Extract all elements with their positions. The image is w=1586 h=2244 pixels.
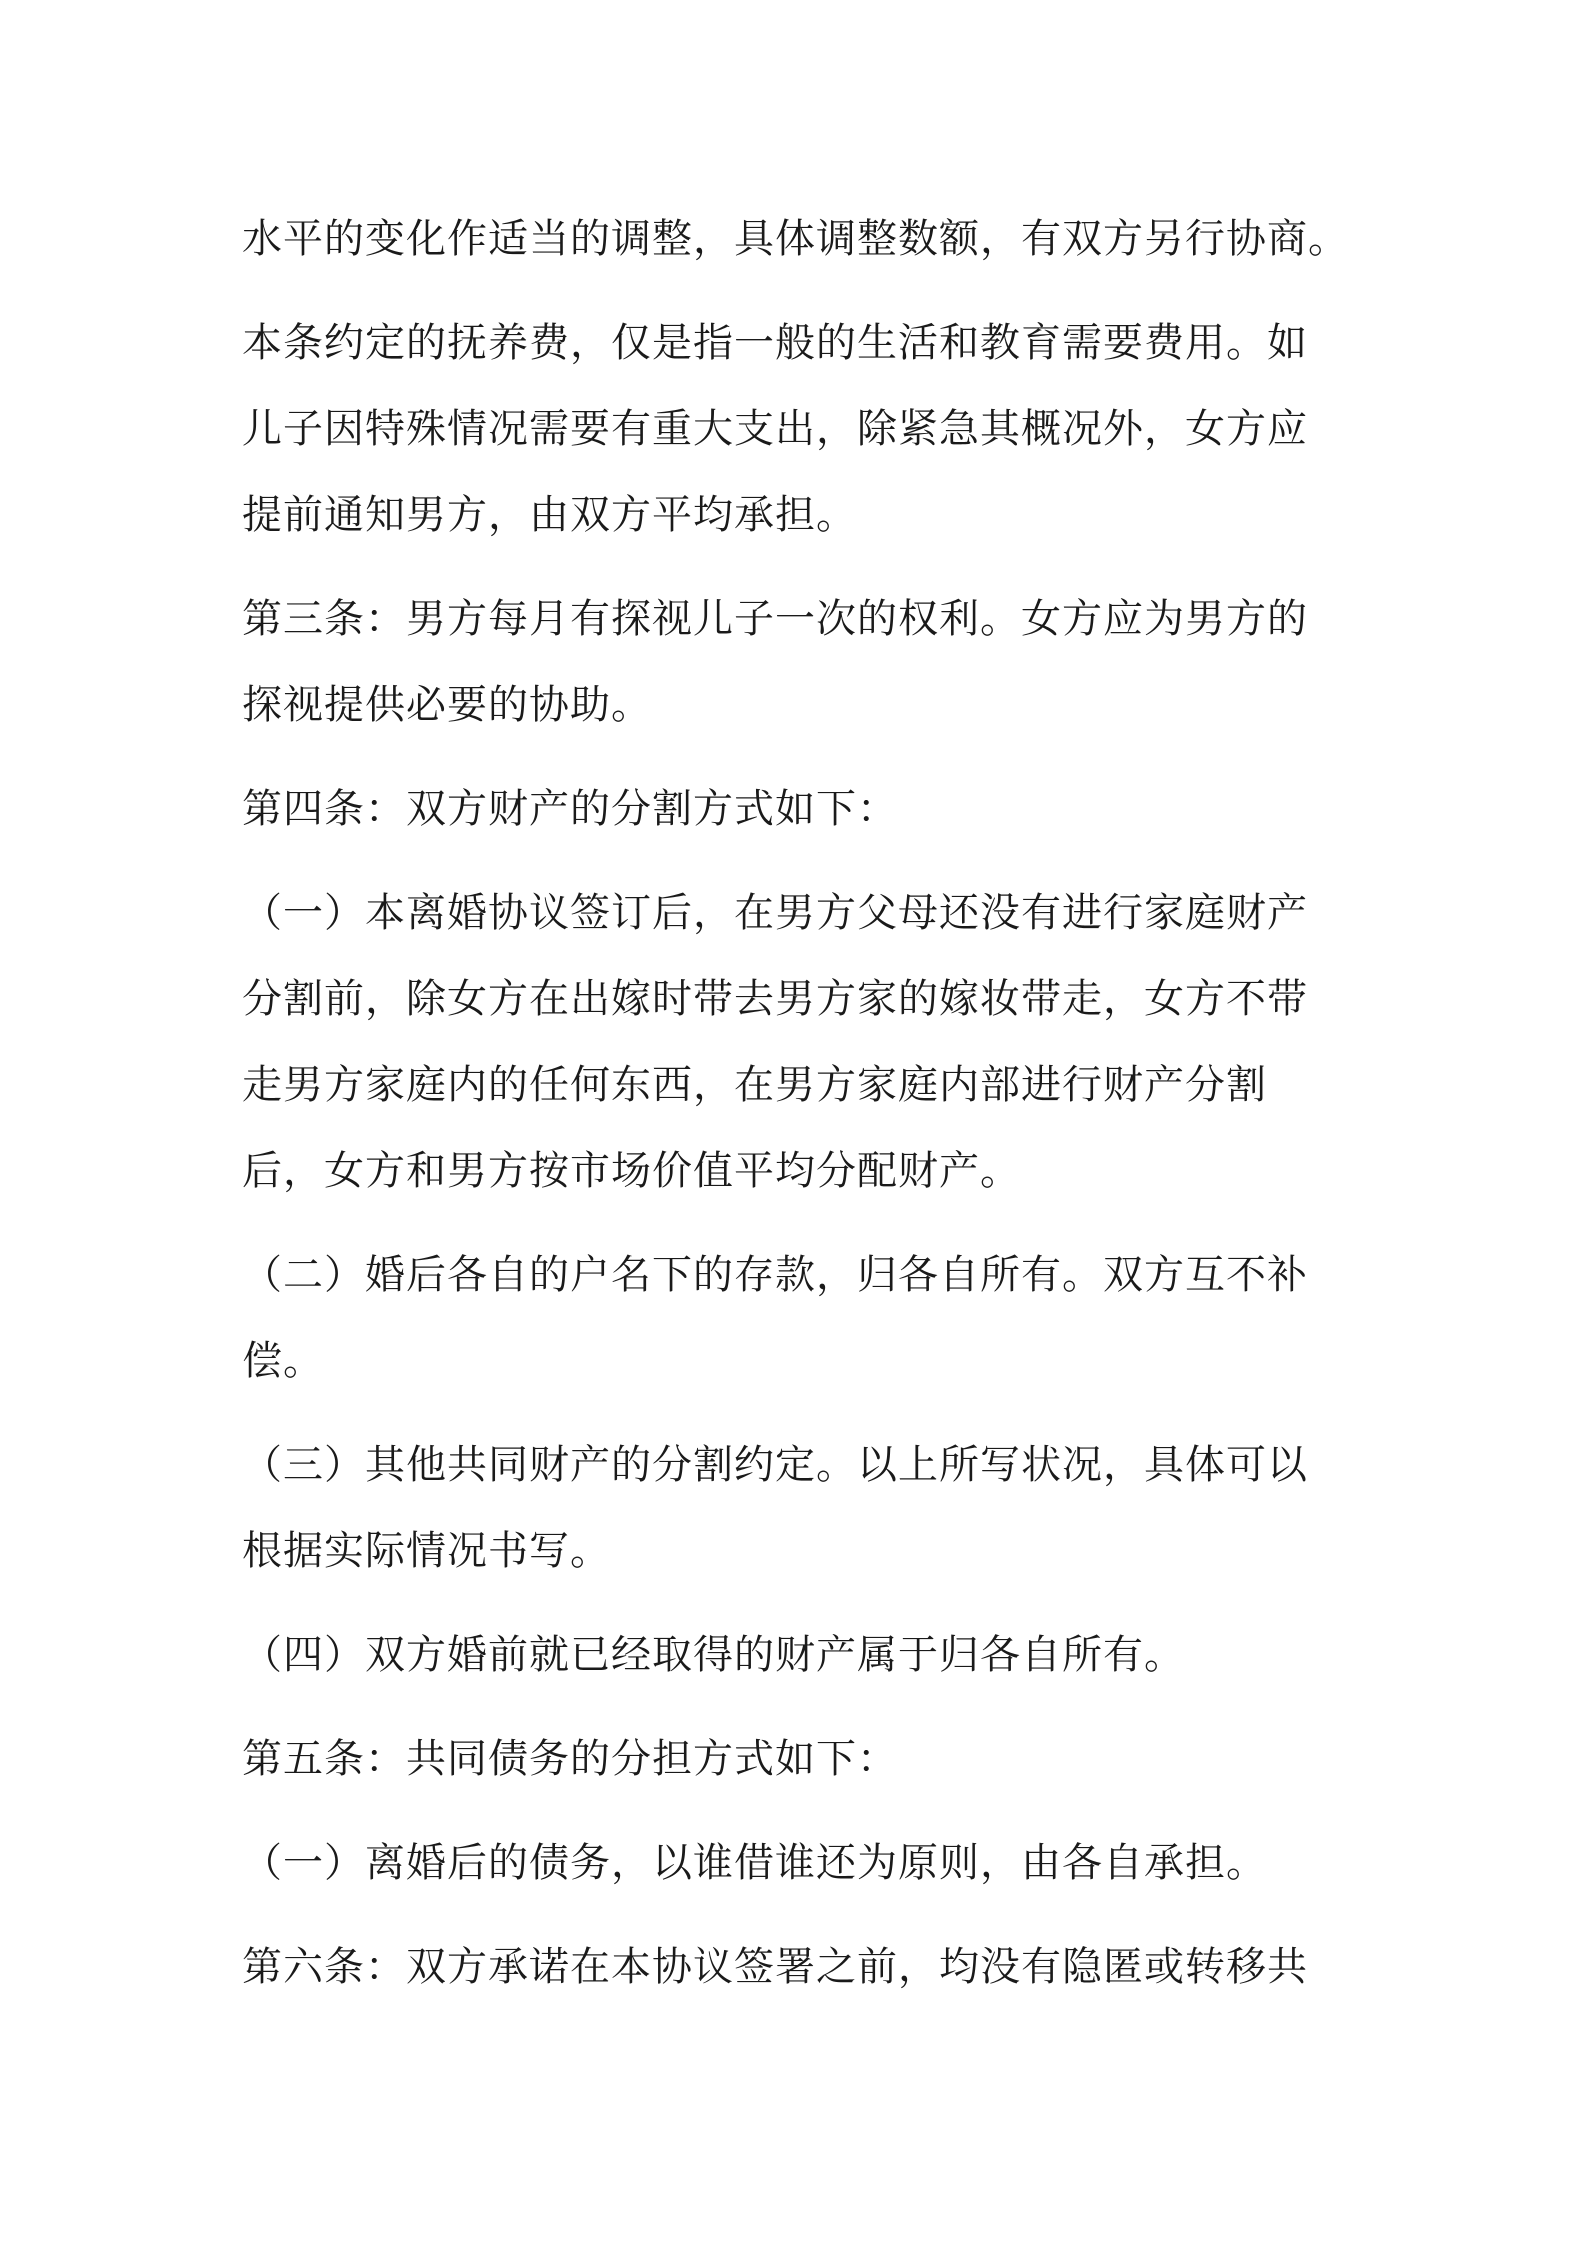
text-line: 后，女方和男方按市场价值平均分配财产。	[242, 1148, 1021, 1194]
text-line: （二）婚后各自的户名下的存款，归各自所有。双方互不补	[242, 1252, 1308, 1298]
paragraph-article-3	[242, 576, 1362, 748]
text-line: 第四条：双方财产的分割方式如下：	[242, 786, 898, 832]
document-body	[242, 196, 1362, 2028]
text-line: 儿子因特殊情况需要有重大支出，除紧急其概况外，女方应	[242, 406, 1308, 452]
paragraph-support-scope	[242, 300, 1362, 558]
text-line: 第六条：双方承诺在本协议签署之前，均没有隐匿或转移共	[242, 1944, 1308, 1990]
paragraph-support-adjustment	[242, 196, 1362, 282]
paragraph-article-4-item-4	[242, 1612, 1362, 1698]
text-line: （一）离婚后的债务，以谁借谁还为原则，由各自承担。	[242, 1840, 1267, 1886]
text-line: 提前通知男方，由双方平均承担。	[242, 492, 857, 538]
text-line: 第五条：共同债务的分担方式如下：	[242, 1736, 898, 1782]
text-line: 探视提供必要的协助。	[242, 682, 652, 728]
text-line: 第三条：男方每月有探视儿子一次的权利。女方应为男方的	[242, 596, 1308, 642]
text-line: （四）双方婚前就已经取得的财产属于归各自所有。	[242, 1632, 1185, 1678]
text-line: 本条约定的抚养费，仅是指一般的生活和教育需要费用。如	[242, 320, 1308, 366]
text-line: 走男方家庭内的任何东西，在男方家庭内部进行财产分割	[242, 1062, 1267, 1108]
paragraph-article-6	[242, 1924, 1362, 2010]
text-line: （三）其他共同财产的分割约定。以上所写状况，具体可以	[242, 1442, 1308, 1488]
paragraph-article-4	[242, 766, 1362, 852]
paragraph-article-4-item-1	[242, 870, 1362, 1214]
text-line: 根据实际情况书写。	[242, 1528, 611, 1574]
paragraph-article-5-item-1	[242, 1820, 1362, 1906]
paragraph-article-4-item-3	[242, 1422, 1362, 1594]
paragraph-article-5	[242, 1716, 1362, 1802]
text-line: 偿。	[242, 1338, 324, 1384]
text-line: （一）本离婚协议签订后，在男方父母还没有进行家庭财产	[242, 890, 1308, 936]
text-line: 水平的变化作适当的调整，具体调整数额，有双方另行协商。	[242, 216, 1349, 262]
text-line: 分割前，除女方在出嫁时带去男方家的嫁妆带走，女方不带	[242, 976, 1308, 1022]
paragraph-article-4-item-2	[242, 1232, 1362, 1404]
